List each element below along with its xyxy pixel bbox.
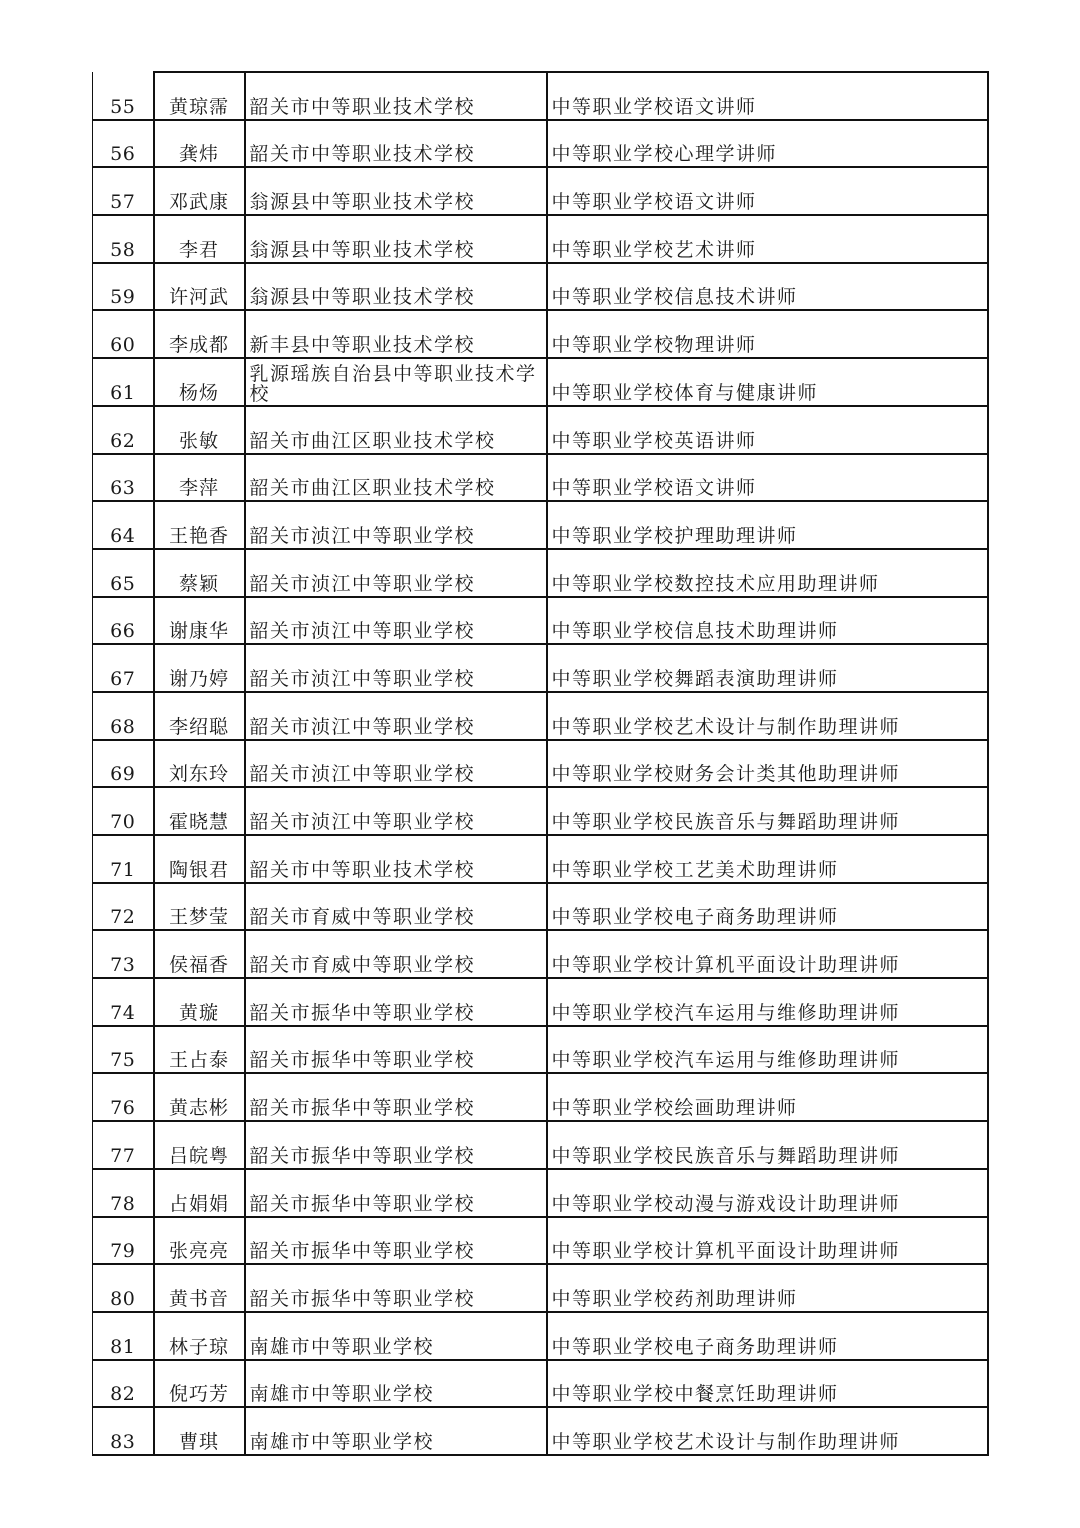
school-cell: 韶关市振华中等职业学校 <box>245 1073 547 1121</box>
person-name-cell: 李萍 <box>154 454 245 502</box>
school-cell: 新丰县中等职业技术学校 <box>245 310 547 358</box>
school-cell: 翁源县中等职业技术学校 <box>245 215 547 263</box>
person-name-cell: 李绍聪 <box>154 692 245 740</box>
school-cell: 翁源县中等职业技术学校 <box>245 263 547 311</box>
table-row <box>93 1360 988 1408</box>
school-cell: 韶关市曲江区职业技术学校 <box>245 454 547 502</box>
row-number-cell: 74 <box>93 978 154 1026</box>
row-number-cell: 78 <box>93 1169 154 1217</box>
qualification-cell: 中等职业学校民族音乐与舞蹈助理讲师 <box>547 787 988 835</box>
person-name-cell: 侯福香 <box>154 930 245 978</box>
qualification-cell: 中等职业学校计算机平面设计助理讲师 <box>547 1217 988 1265</box>
school-cell: 韶关市浈江中等职业学校 <box>245 501 547 549</box>
row-number-cell: 72 <box>93 883 154 931</box>
school-cell: 韶关市浈江中等职业学校 <box>245 692 547 740</box>
person-name-cell: 谢康华 <box>154 597 245 645</box>
table-row <box>93 1026 988 1074</box>
row-number-cell: 64 <box>93 501 154 549</box>
row-number-cell: 70 <box>93 787 154 835</box>
row-number-cell: 60 <box>93 310 154 358</box>
person-name-cell: 谢乃婷 <box>154 644 245 692</box>
person-name-cell: 李君 <box>154 215 245 263</box>
table-row <box>93 835 988 883</box>
qualification-cell: 中等职业学校心理学讲师 <box>547 120 988 168</box>
table-row <box>93 1312 988 1360</box>
school-cell: 韶关市浈江中等职业学校 <box>245 740 547 788</box>
person-name-cell: 曹琪 <box>154 1407 245 1455</box>
person-name-cell: 刘东玲 <box>154 740 245 788</box>
row-number-cell: 66 <box>93 597 154 645</box>
table-row <box>93 978 988 1026</box>
table-row <box>93 167 988 215</box>
table-row <box>93 1073 988 1121</box>
person-name-cell: 黄志彬 <box>154 1073 245 1121</box>
school-cell: 韶关市浈江中等职业学校 <box>245 549 547 597</box>
school-cell: 南雄市中等职业学校 <box>245 1360 547 1408</box>
person-name-cell: 倪巧芳 <box>154 1360 245 1408</box>
row-number-cell: 56 <box>93 120 154 168</box>
qualification-cell: 中等职业学校英语讲师 <box>547 406 988 454</box>
row-number-cell: 63 <box>93 454 154 502</box>
table-row <box>93 501 988 549</box>
person-name-cell: 吕皖粤 <box>154 1121 245 1169</box>
school-cell: 韶关市中等职业技术学校 <box>245 72 547 120</box>
table-row <box>93 644 988 692</box>
school-cell: 韶关市中等职业技术学校 <box>245 120 547 168</box>
school-cell: 韶关市曲江区职业技术学校 <box>245 406 547 454</box>
school-cell: 韶关市振华中等职业学校 <box>245 1169 547 1217</box>
table-row <box>93 1121 988 1169</box>
person-name-cell: 龚炜 <box>154 120 245 168</box>
row-number-cell: 80 <box>93 1264 154 1312</box>
person-name-cell: 霍晓慧 <box>154 787 245 835</box>
person-name-cell: 黄书音 <box>154 1264 245 1312</box>
school-cell: 韶关市振华中等职业学校 <box>245 1121 547 1169</box>
person-name-cell: 张亮亮 <box>154 1217 245 1265</box>
table-row <box>93 358 988 406</box>
school-cell: 韶关市浈江中等职业学校 <box>245 787 547 835</box>
row-number-cell: 77 <box>93 1121 154 1169</box>
table-row <box>93 740 988 788</box>
school-cell: 南雄市中等职业学校 <box>245 1312 547 1360</box>
table-row <box>93 1264 988 1312</box>
row-number-cell: 61 <box>93 358 154 406</box>
row-number-cell: 83 <box>93 1407 154 1455</box>
qualification-cell: 中等职业学校动漫与游戏设计助理讲师 <box>547 1169 988 1217</box>
row-number-cell: 76 <box>93 1073 154 1121</box>
qualification-cell: 中等职业学校工艺美术助理讲师 <box>547 835 988 883</box>
row-number-cell: 58 <box>93 215 154 263</box>
row-number-cell: 68 <box>93 692 154 740</box>
table-row <box>93 549 988 597</box>
qualification-cell: 中等职业学校护理助理讲师 <box>547 501 988 549</box>
school-cell: 乳源瑶族自治县中等职业技术学校 <box>245 358 547 406</box>
person-name-cell: 占娟娟 <box>154 1169 245 1217</box>
school-cell: 南雄市中等职业学校 <box>245 1407 547 1455</box>
qualification-cell: 中等职业学校信息技术讲师 <box>547 263 988 311</box>
qualification-cell: 中等职业学校语文讲师 <box>547 167 988 215</box>
qualification-cell: 中等职业学校信息技术助理讲师 <box>547 597 988 645</box>
qualification-cell: 中等职业学校计算机平面设计助理讲师 <box>547 930 988 978</box>
table-row <box>93 454 988 502</box>
row-number-cell: 59 <box>93 263 154 311</box>
qualification-cell: 中等职业学校财务会计类其他助理讲师 <box>547 740 988 788</box>
table-row <box>93 120 988 168</box>
table-row <box>93 883 988 931</box>
table-row <box>93 1169 988 1217</box>
person-name-cell: 林子琼 <box>154 1312 245 1360</box>
school-cell: 韶关市育威中等职业学校 <box>245 930 547 978</box>
qualification-cell: 中等职业学校药剂助理讲师 <box>547 1264 988 1312</box>
row-number-cell: 69 <box>93 740 154 788</box>
qualification-cell: 中等职业学校艺术讲师 <box>547 215 988 263</box>
school-cell: 韶关市振华中等职业学校 <box>245 1264 547 1312</box>
table-row <box>93 72 988 120</box>
qualification-cell: 中等职业学校电子商务助理讲师 <box>547 1312 988 1360</box>
person-name-cell: 王艳香 <box>154 501 245 549</box>
row-number-cell: 55 <box>93 72 154 120</box>
table-row <box>93 1407 988 1455</box>
table-row <box>93 692 988 740</box>
school-cell: 韶关市浈江中等职业学校 <box>245 597 547 645</box>
row-number-cell: 62 <box>93 406 154 454</box>
person-name-cell: 李成都 <box>154 310 245 358</box>
qualification-cell: 中等职业学校艺术设计与制作助理讲师 <box>547 1407 988 1455</box>
row-number-cell: 57 <box>93 167 154 215</box>
qualification-cell: 中等职业学校中餐烹饪助理讲师 <box>547 1360 988 1408</box>
qualification-cell: 中等职业学校体育与健康讲师 <box>547 358 988 406</box>
qualification-cell: 中等职业学校汽车运用与维修助理讲师 <box>547 1026 988 1074</box>
table-row <box>93 263 988 311</box>
school-cell: 韶关市育威中等职业学校 <box>245 883 547 931</box>
row-number-cell: 81 <box>93 1312 154 1360</box>
person-name-cell: 陶银君 <box>154 835 245 883</box>
roster-table <box>92 71 989 1456</box>
school-cell: 韶关市振华中等职业学校 <box>245 1026 547 1074</box>
row-number-cell: 82 <box>93 1360 154 1408</box>
school-cell: 韶关市振华中等职业学校 <box>245 978 547 1026</box>
row-number-cell: 71 <box>93 835 154 883</box>
row-number-cell: 67 <box>93 644 154 692</box>
qualification-cell: 中等职业学校数控技术应用助理讲师 <box>547 549 988 597</box>
school-cell: 韶关市中等职业技术学校 <box>245 835 547 883</box>
qualification-cell: 中等职业学校舞蹈表演助理讲师 <box>547 644 988 692</box>
table-row <box>93 215 988 263</box>
school-cell: 韶关市浈江中等职业学校 <box>245 644 547 692</box>
person-name-cell: 张敏 <box>154 406 245 454</box>
qualification-cell: 中等职业学校语文讲师 <box>547 454 988 502</box>
person-name-cell: 杨炀 <box>154 358 245 406</box>
person-name-cell: 黄琼霈 <box>154 72 245 120</box>
person-name-cell: 王占泰 <box>154 1026 245 1074</box>
qualification-cell: 中等职业学校汽车运用与维修助理讲师 <box>547 978 988 1026</box>
person-name-cell: 许河武 <box>154 263 245 311</box>
row-number-cell: 75 <box>93 1026 154 1074</box>
row-number-cell: 79 <box>93 1217 154 1265</box>
roster-body <box>93 72 988 1455</box>
table-row <box>93 930 988 978</box>
table-row <box>93 787 988 835</box>
table-row <box>93 310 988 358</box>
qualification-cell: 中等职业学校物理讲师 <box>547 310 988 358</box>
qualification-cell: 中等职业学校民族音乐与舞蹈助理讲师 <box>547 1121 988 1169</box>
table-row <box>93 597 988 645</box>
qualification-cell: 中等职业学校艺术设计与制作助理讲师 <box>547 692 988 740</box>
person-name-cell: 黄璇 <box>154 978 245 1026</box>
person-name-cell: 王梦莹 <box>154 883 245 931</box>
row-number-cell: 73 <box>93 930 154 978</box>
qualification-cell: 中等职业学校绘画助理讲师 <box>547 1073 988 1121</box>
row-number-cell: 65 <box>93 549 154 597</box>
qualification-cell: 中等职业学校电子商务助理讲师 <box>547 883 988 931</box>
table-row <box>93 406 988 454</box>
person-name-cell: 邓武康 <box>154 167 245 215</box>
table-row <box>93 1217 988 1265</box>
school-cell: 翁源县中等职业技术学校 <box>245 167 547 215</box>
person-name-cell: 蔡颖 <box>154 549 245 597</box>
school-cell: 韶关市振华中等职业学校 <box>245 1217 547 1265</box>
qualification-cell: 中等职业学校语文讲师 <box>547 72 988 120</box>
